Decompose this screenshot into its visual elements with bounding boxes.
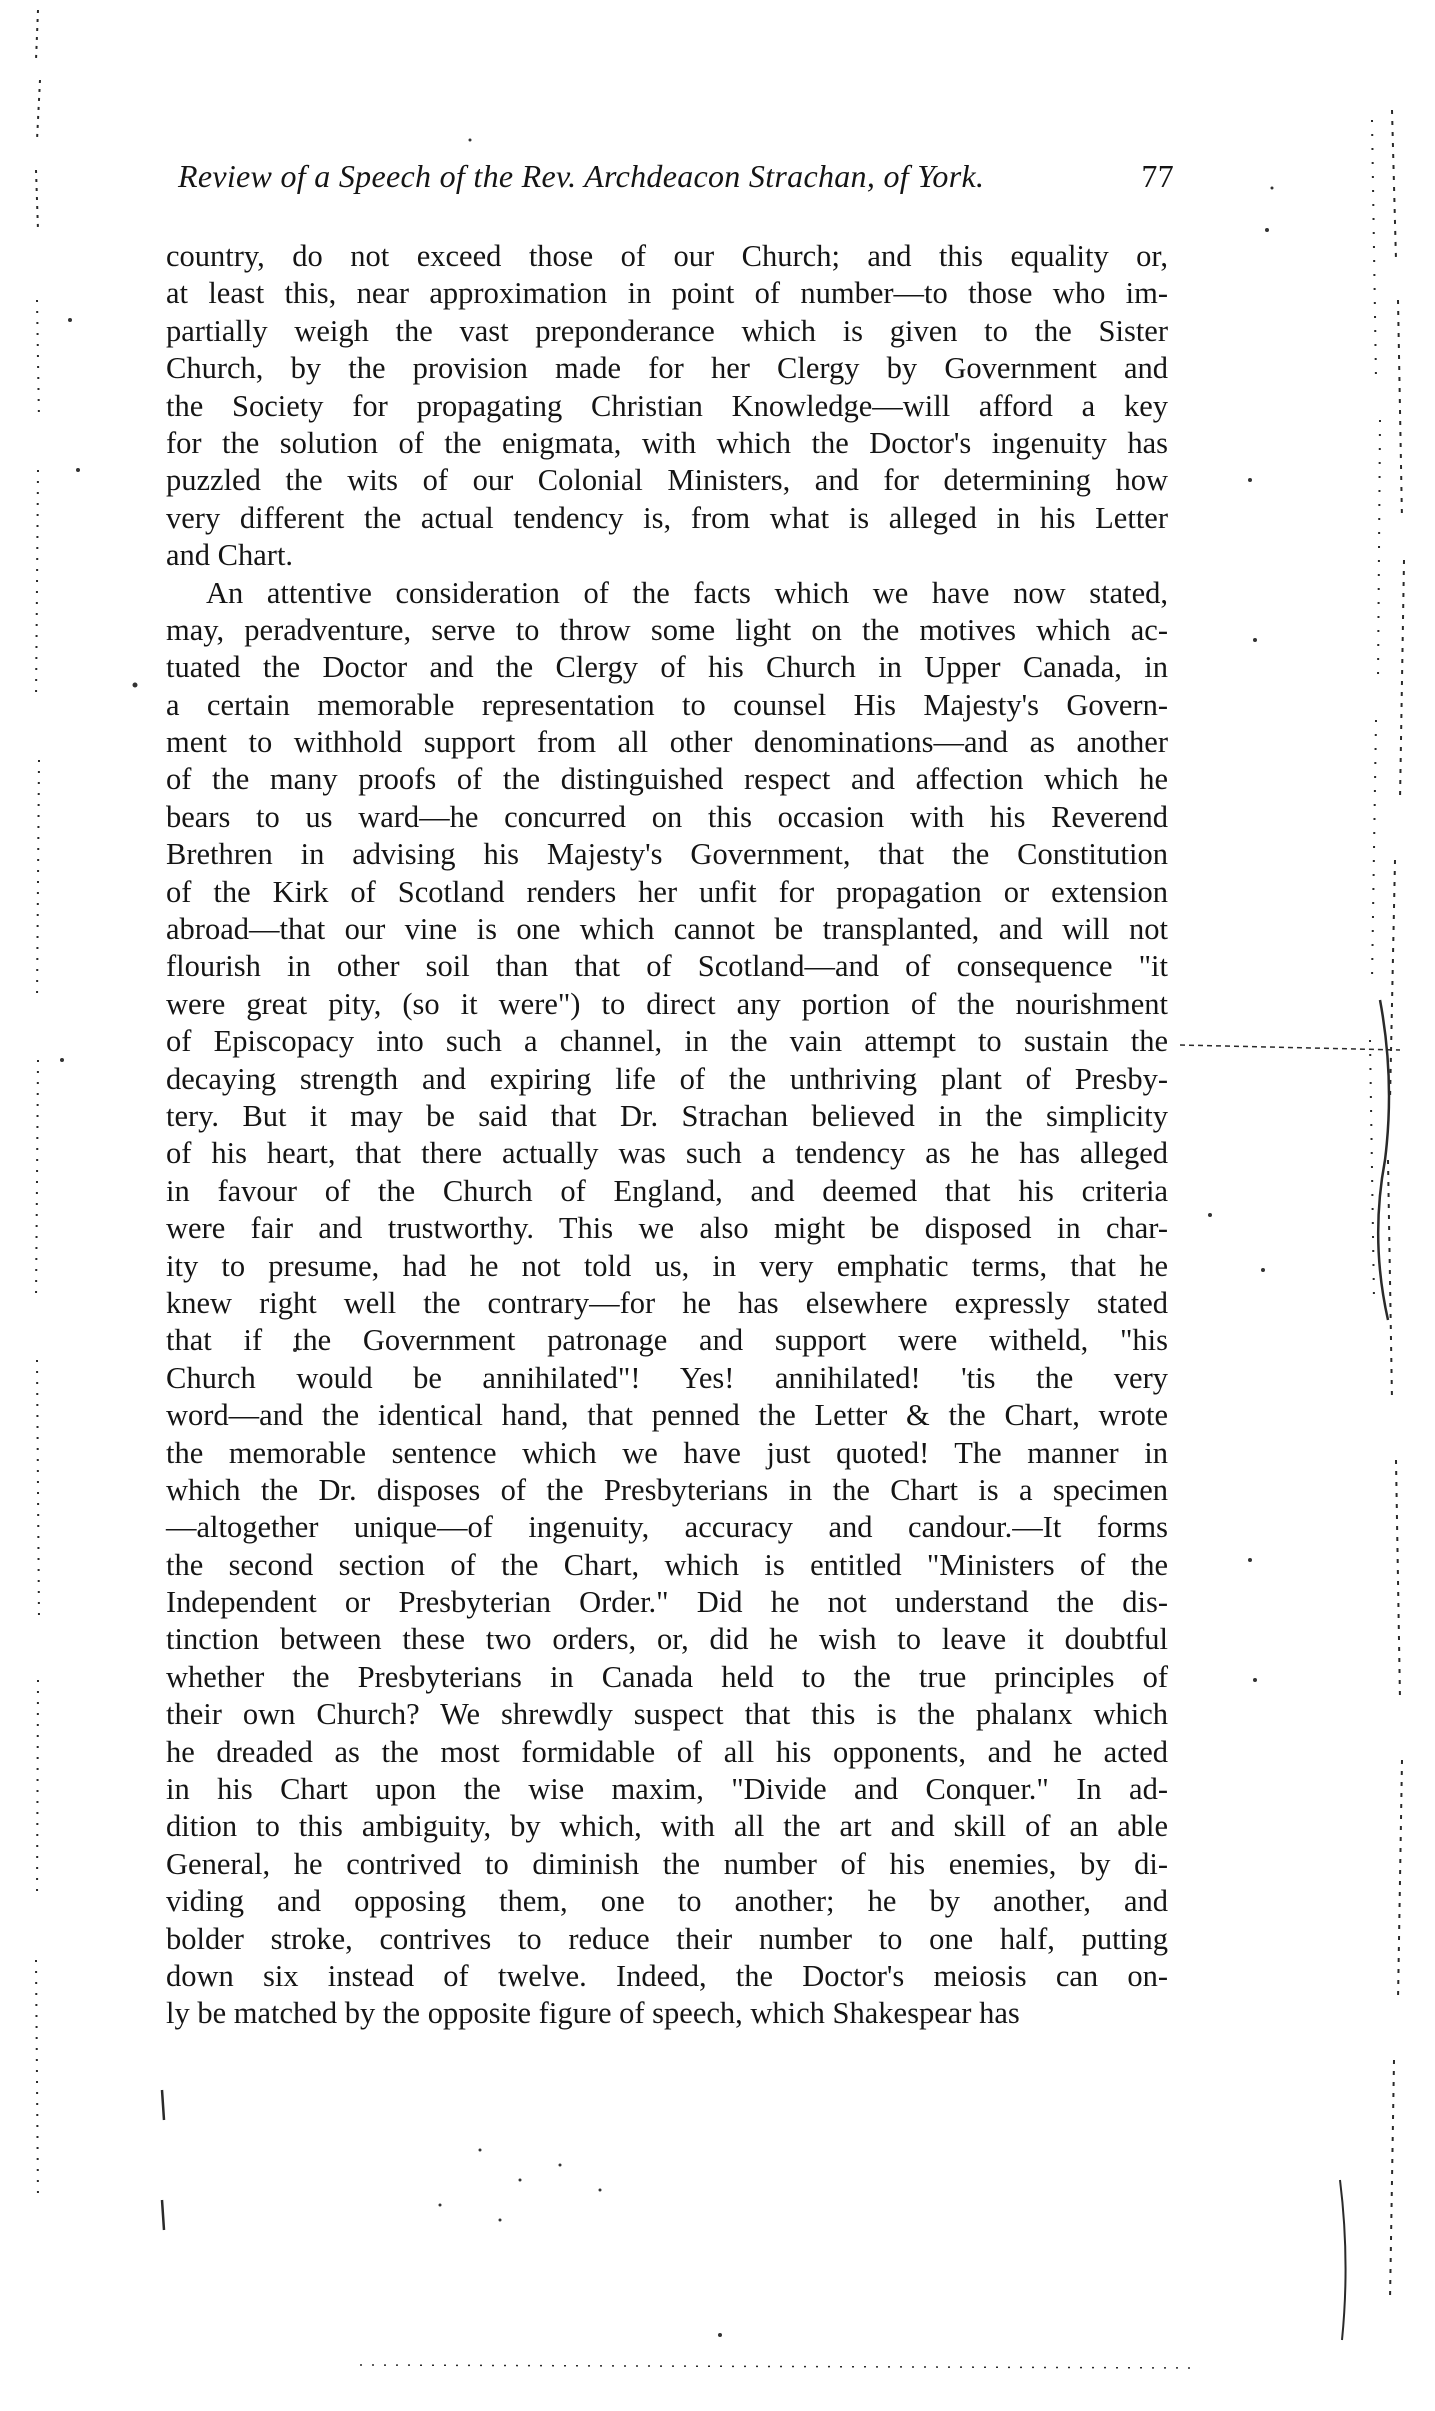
text-line: ment to withhold support from all other denominations—and as another	[166, 725, 1168, 760]
text-line: country, do not exceed those of our Church; and this equality or,	[166, 239, 1168, 273]
text-line: the second section of the Chart, which is entitled "Ministers of the	[166, 1547, 1168, 1582]
text-line: of the many proofs of the distinguished respect and affection which he	[166, 762, 1168, 797]
text-line: Independent or Presbyterian Order." Did he not understand the dis-	[166, 1585, 1168, 1620]
text-line: General, he contrived to diminish the number of his enemies, by di-	[166, 1846, 1168, 1881]
text-line: Church, by the provision made for her Clergy by Government and	[166, 351, 1168, 386]
paragraph	[166, 238, 1168, 575]
text-line: word—and the identical hand, that penned the Letter & the Chart, wrote	[166, 1398, 1168, 1433]
text-line: tuated the Doctor and the Clergy of his Church in Upper Canada, in	[166, 650, 1168, 685]
text-line: —altogether unique—of ingenuity, accuracy and candour.—It forms	[166, 1510, 1168, 1545]
running-head	[178, 158, 1174, 195]
text-line: abroad—that our vine is one which cannot be transplanted, and will not	[166, 912, 1168, 947]
text-line: flourish in other soil than that of Scotland—and of consequence "it	[166, 949, 1168, 984]
text-line: knew right well the contrary—for he has elsewhere expressly stated	[166, 1285, 1168, 1320]
text-line: of the Kirk of Scotland renders her unfit for propagation or extension	[166, 874, 1168, 909]
text-line: decaying strength and expiring life of the unthriving plant of Presby-	[166, 1061, 1168, 1096]
text-line: An attentive consideration of the facts which we have now stated,	[206, 575, 1168, 610]
text-line: down six instead of twelve. Indeed, the Doctor's meiosis can on-	[166, 1958, 1168, 1993]
text-line: were fair and trustworthy. This we also might be disposed in char-	[166, 1211, 1168, 1246]
text-line: very different the actual tendency is, from what is alleged in his Letter	[166, 500, 1168, 535]
text-line: in his Chart upon the wise maxim, "Divide and Conquer." In ad-	[166, 1772, 1168, 1807]
text-line: for the solution of the enigmata, with which the Doctor's ingenuity has	[166, 425, 1168, 460]
text-line: Brethren in advising his Majesty's Government, that the Constitution	[166, 837, 1168, 872]
text-line: the memorable sentence which we have just quoted! The manner in	[166, 1435, 1168, 1470]
text-line: ity to presume, had he not told us, in very emphatic terms, that he	[166, 1248, 1168, 1283]
text-line: Church would be annihilated"! Yes! annihilated! 'tis the very	[166, 1360, 1168, 1395]
text-line: bolder stroke, contrives to reduce their number to one half, putting	[166, 1921, 1168, 1956]
text-line: were great pity, (so it were") to direct any portion of the nourishment	[166, 986, 1168, 1021]
text-line: in favour of the Church of England, and deemed that his criteria	[166, 1173, 1168, 1208]
text-line: viding and opposing them, one to another; he by another, and	[166, 1884, 1168, 1919]
text-line: bears to us ward—he concurred on this occasion with his Reverend	[166, 799, 1168, 834]
text-line: partially weigh the vast preponderance which is given to the Sister	[166, 313, 1168, 348]
text-line: he dreaded as the most formidable of all his opponents, and he acted	[166, 1734, 1168, 1769]
text-line: puzzled the wits of our Colonial Ministers, and for determining how	[166, 463, 1168, 498]
text-line: a certain memorable representation to counsel His Majesty's Govern-	[166, 687, 1168, 722]
text-line: whether the Presbyterians in Canada held to the true principles of	[166, 1659, 1168, 1694]
page-number: 77	[1141, 158, 1174, 194]
text-line: tinction between these two orders, or, did he wish to leave it doubtful	[166, 1622, 1168, 1657]
text-line: which the Dr. disposes of the Presbyterians in the Chart is a specimen	[166, 1472, 1168, 1507]
text-line: of Episcopacy into such a channel, in the vain attempt to sustain the	[166, 1024, 1168, 1059]
text-line: the Society for propagating Christian Knowledge—will afford a key	[166, 388, 1168, 423]
text-line: their own Church? We shrewdly suspect that this is the phalanx which	[166, 1697, 1168, 1732]
text-line: that if the Government patronage and support were witheld, "his	[166, 1323, 1168, 1358]
body-text	[166, 238, 1168, 2033]
text-line: dition to this ambiguity, by which, with all the art and skill of an able	[166, 1809, 1168, 1844]
paragraph	[166, 575, 1168, 2033]
running-title: Review of a Speech of the Rev. Archdeacon Strachan, of York.	[178, 158, 985, 194]
text-line: and Chart.	[166, 538, 294, 573]
text-line: at least this, near approximation in point of number—to those who im-	[166, 276, 1168, 311]
text-line: may, peradventure, serve to throw some light on the motives which ac-	[166, 612, 1168, 647]
text-line: tery. But it may be said that Dr. Strachan believed in the simplicity	[166, 1098, 1168, 1133]
text-line: of his heart, that there actually was such a tendency as he has alleged	[166, 1136, 1168, 1171]
text-line: ly be matched by the opposite figure of speech, which Shakespear has	[166, 1996, 1020, 2031]
